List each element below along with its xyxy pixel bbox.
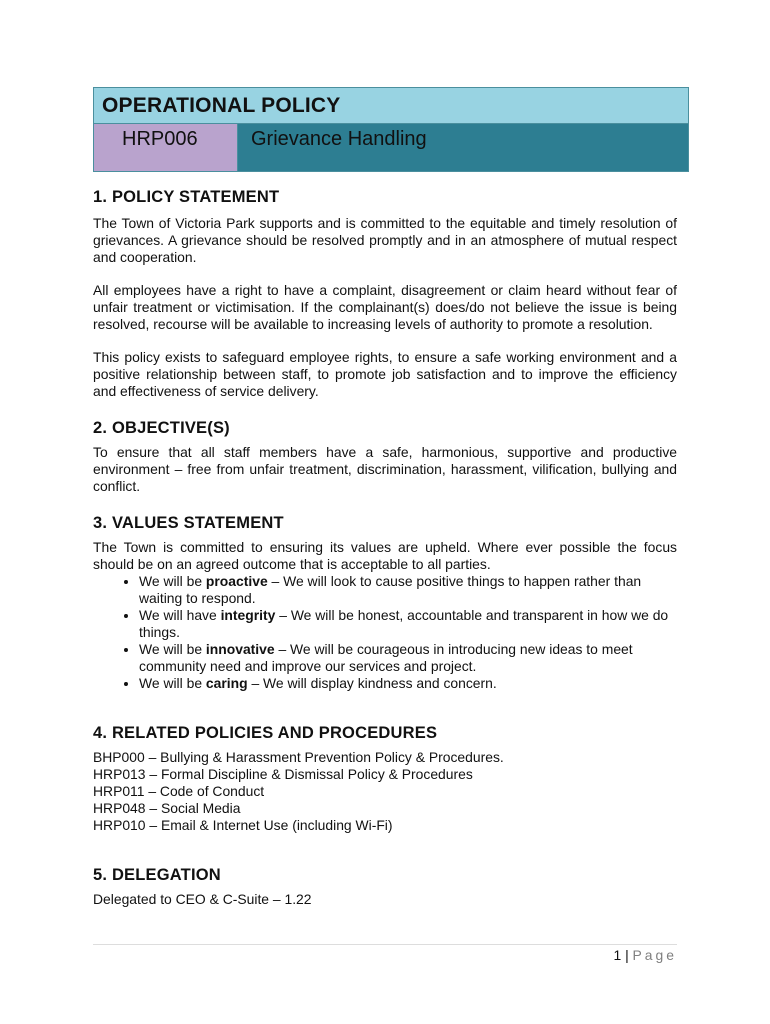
- policy-statement-paragraph-1: The Town of Victoria Park supports and is committed to the equitable and timely resolution of grievances. A grievance should be resolved promptly and in an atmosphere of mutual respect and cooperation.: [93, 215, 677, 265]
- objectives-paragraph: To ensure that all staff members have a safe, harmonious, supportive and productive environment – free from unfair treatment, discrimination, harassment, vilification, bullying and conflict.: [93, 444, 677, 494]
- page-label: Page: [632, 947, 677, 963]
- policy-code-cell: [94, 124, 238, 171]
- related-policy-hrp013: HRP013 – Formal Discipline & Dismissal Policy & Procedures: [93, 766, 473, 782]
- policy-header-table: [93, 87, 689, 172]
- related-policy-hrp010: HRP010 – Email & Internet Use (including Wi-Fi): [93, 817, 393, 833]
- policy-header-id-row: [94, 124, 688, 171]
- section-heading-objectives: 2. OBJECTIVE(S): [93, 419, 230, 437]
- policy-name: Grievance Handling: [251, 128, 427, 150]
- policy-statement-paragraph-3: This policy exists to safeguard employee rights, to ensure a safe working environment and a positive relationship between staff, to promote job satisfaction and to improve the efficiency and effectiveness of service delivery.: [93, 349, 677, 399]
- values-intro-paragraph: The Town is committed to ensuring its values are upheld. Where ever possible the focus should be on an agreed outcome that is acceptable to all parties.: [93, 539, 677, 572]
- section-heading-delegation: 5. DELEGATION: [93, 866, 221, 884]
- related-policy-bhp000: BHP000 – Bullying & Harassment Prevention Policy & Procedures.: [93, 749, 504, 765]
- policy-header-title-row: [94, 88, 688, 124]
- section-heading-values-statement: 3. VALUES STATEMENT: [93, 514, 284, 532]
- value-item-caring: • We will be caring – We will display kindness and concern.: [139, 675, 677, 692]
- document-body: [93, 186, 677, 908]
- value-item-proactive: • We will be proactive – We will look to cause positive things to happen rather than waiting to respond.: [139, 573, 677, 607]
- page-separator: |: [625, 947, 629, 963]
- section-heading-related-policies: 4. RELATED POLICIES AND PROCEDURES: [93, 724, 438, 742]
- policy-type-title: OPERATIONAL POLICY: [102, 93, 341, 117]
- policy-code: HRP006: [122, 128, 198, 150]
- section-heading-policy-statement: 1. POLICY STATEMENT: [93, 188, 280, 206]
- related-policy-hrp011: HRP011 – Code of Conduct: [93, 783, 265, 799]
- page-number: 1: [613, 947, 622, 963]
- value-item-innovative: • We will be innovative – We will be courageous in introducing new ideas to meet community need and improve our services and project.: [139, 641, 677, 675]
- delegation-paragraph: Delegated to CEO & C-Suite – 1.22: [93, 891, 312, 907]
- policy-name-cell: [238, 124, 688, 171]
- footer-divider: [93, 944, 677, 945]
- value-item-integrity: • We will have integrity – We will be honest, accountable and transparent in how we do things.: [139, 607, 677, 641]
- page-footer: [93, 947, 677, 963]
- related-policy-hrp048: HRP048 – Social Media: [93, 800, 241, 816]
- values-list: [93, 573, 677, 692]
- policy-statement-paragraph-2: All employees have a right to have a complaint, disagreement or claim heard without fear of unfair treatment or victimisation. If the complainant(s) does/do not believe the issue is being resolved, recourse will be available to increasing levels of authority to promote a resolution.: [93, 282, 677, 332]
